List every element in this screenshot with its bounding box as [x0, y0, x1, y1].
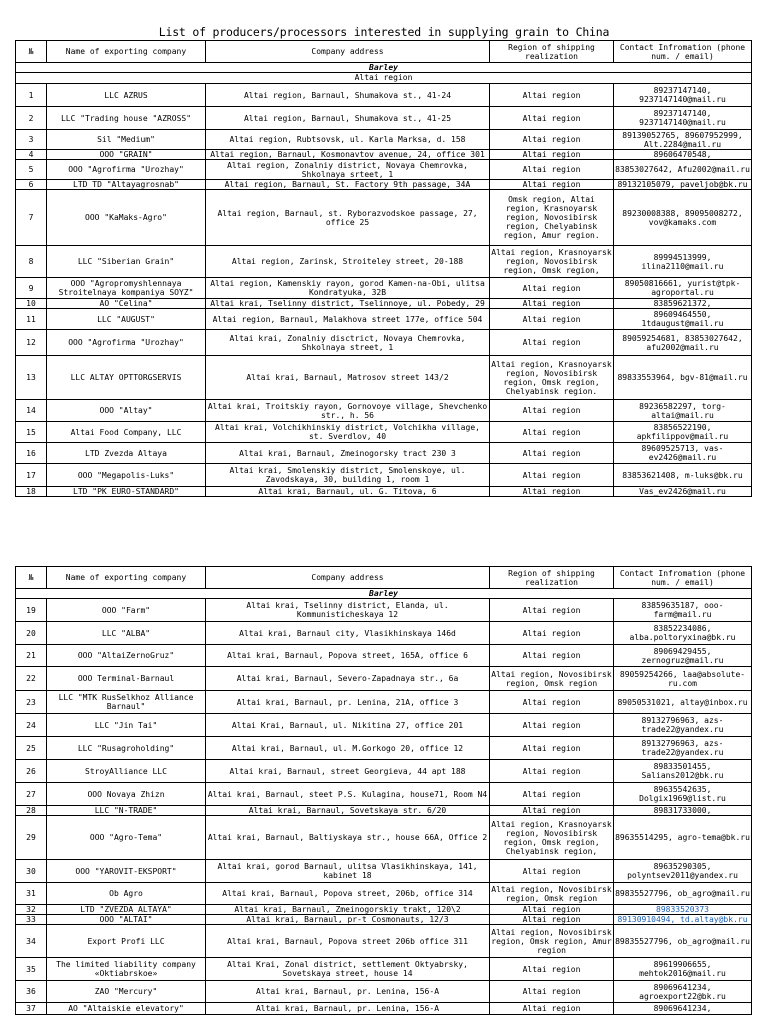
cell-company-name: OOO "Agrofirma "Urozhay": [47, 160, 206, 180]
cell-company-address: Altai krai, Barnaul, Severo-Zapadnaya str., 6a: [206, 667, 490, 691]
cell-contact-info: 89236582297, torg-altai@mail.ru: [614, 400, 752, 422]
subsection-label: Altai region: [16, 73, 752, 84]
table-row: [16, 246, 752, 278]
table-row: [16, 278, 752, 299]
cell-number: 15: [16, 422, 47, 443]
cell-shipping-region: Altai region: [490, 915, 614, 925]
cell-company-name: LLC "Rusagroholding": [47, 737, 206, 760]
cell-contact-info: 89635514295, agro-tema@bk.ru: [614, 816, 752, 860]
table-row: [16, 599, 752, 622]
cell-company-name: LTD "PK EURO-STANDARD": [47, 487, 206, 497]
cell-number: 37: [16, 1003, 47, 1015]
cell-contact-info: 89132796963, azs-trade22@yandex.ru: [614, 737, 752, 760]
cell-contact-info: 83853027642, Afu2002@mail.ru: [614, 160, 752, 180]
cell-contact-info: Vas_ev2426@mail.ru: [614, 487, 752, 497]
table-row: [16, 130, 752, 150]
cell-shipping-region: Altai region: [490, 806, 614, 816]
cell-contact-info: 83853621408, m-luks@bk.ru: [614, 464, 752, 487]
cell-company-address: Altai region, Zonalniy district, Novaya Chemrovka, Shkolnaya srteet, 1: [206, 160, 490, 180]
cell-company-address: Altai krai, Barnaul, ul. G. Titova, 6: [206, 487, 490, 497]
table-row: [16, 783, 752, 806]
cell-company-address: Altai krai, Barnaul, ul. M.Gorkogo 20, office 12: [206, 737, 490, 760]
table-row: [16, 714, 752, 737]
cell-contact-info: 89606470548,: [614, 150, 752, 160]
table-row: [16, 667, 752, 691]
cell-number: 33: [16, 915, 47, 925]
table-row: [16, 464, 752, 487]
header-company-address: Company address: [206, 567, 490, 589]
cell-shipping-region: Altai region: [490, 464, 614, 487]
table-row: [16, 487, 752, 497]
cell-shipping-region: Altai region: [490, 760, 614, 783]
cell-shipping-region: Altai region, Novosibirsk region, Omsk region: [491, 884, 612, 903]
cell-shipping-region: Altai region: [490, 622, 614, 645]
cell-number: 36: [16, 981, 47, 1003]
cell-contact-info: 89069429455, zernogruz@mail.ru: [614, 645, 752, 667]
cell-contact-info: 89619906655, mehtok2016@mail.ru: [614, 958, 752, 981]
cell-company-name: ZAO "Mercury": [47, 981, 206, 1003]
cell-company-name: AO "Altaiskie elevatory": [47, 1003, 206, 1015]
table-row: [16, 883, 752, 905]
cell-company-address: Altai krai, Barnaul, Popova street, 206b, office 314: [206, 883, 490, 905]
cell-company-address: Altai krai, Barnaul, Zmeinogorskiy trakt, 120\2: [206, 905, 490, 915]
table-row: [16, 860, 752, 883]
table-row: [16, 84, 752, 107]
cell-contact-info: 89237147140, 9237147140@mail.ru: [614, 107, 752, 130]
cell-shipping-region: Omsk region, Altai region, Krasnoyarsk region, Novosibirsk region, Chelyabinsk region, Amur region.: [490, 190, 614, 246]
cell-company-address: Altai Krai, Barnaul, ul. Nikitina 27, office 201: [206, 714, 490, 737]
cell-contact-info: 83859635187, ooo-farm@mail.ru: [614, 599, 752, 622]
cell-company-address: Altai region, Barnaul, st. Ryborazvodskoe passage, 27, office 25: [206, 190, 490, 246]
cell-number: 19: [16, 599, 47, 622]
cell-company-name: StroyAlliance LLC: [47, 760, 206, 783]
cell-company-name: OOO Novaya Zhizn: [47, 783, 206, 806]
cell-company-address: Altai krai, Barnaul, steet P.S. Kulagina, house71, Room N4: [206, 783, 490, 806]
header-shipping-region: Region of shipping realization: [490, 41, 614, 63]
table-row: [16, 816, 752, 860]
cell-shipping-region: Altai region: [490, 84, 614, 107]
cell-company-address: Altai krai, Barnaul, Zmeinogorsky tract 230 3: [206, 443, 490, 464]
cell-company-name: LLC AZRUS: [47, 84, 206, 107]
cell-company-address: Altai krai, Barnaul, pr. Lenina, 21A, office 3: [206, 691, 490, 714]
cell-shipping-region: Altai region: [490, 400, 614, 422]
table-row: [16, 190, 752, 246]
cell-company-address: Altai krai, Barnaul, pr. Lenina, 156-A: [206, 981, 490, 1003]
cell-contact-info: 89130910494, td.altay@bk.ru: [614, 915, 752, 925]
cell-number: 21: [16, 645, 47, 667]
cell-company-name: OOO "ALTAI": [47, 915, 206, 925]
cell-number: 31: [16, 883, 47, 905]
cell-contact-info: 89833553964, bgv-81@mail.ru: [614, 356, 752, 400]
cell-contact-info: 89132105079, paveljob@bk.ru: [614, 180, 752, 190]
cell-shipping-region: Altai region: [490, 487, 614, 497]
table-row: [16, 309, 752, 330]
cell-number: 3: [16, 130, 47, 150]
table-row: [16, 622, 752, 645]
cell-company-address: Altai krai, Troitskiy rayon, Gornovoye village, Shevchenko str., h. 56: [206, 400, 490, 422]
cell-company-name: The limited liability company «Oktiabrskoe»: [47, 958, 206, 981]
cell-company-name: LLC "ALBA": [47, 622, 206, 645]
cell-shipping-region: Altai region, Novosibirsk region, Omsk region, Amur region: [490, 925, 614, 958]
producers-table-1: [15, 40, 752, 497]
section-label: Barley: [16, 63, 752, 73]
table-row: [16, 330, 752, 356]
cell-company-address: Altai region, Barnaul, St. Factory 9th passage, 34A: [206, 180, 490, 190]
table-row: [16, 107, 752, 130]
cell-contact-info: 89994513999, ilina2110@mail.ru: [614, 246, 752, 278]
section-label: Barley: [16, 589, 752, 599]
table-row: [16, 958, 752, 981]
cell-shipping-region: Altai region: [490, 714, 614, 737]
cell-company-name: OOO "Agropromyshlennaya Stroitelnaya kompaniya SOYZ": [47, 278, 206, 299]
cell-shipping-region: Altai region, Novosibirsk region, Omsk region: [490, 667, 614, 691]
cell-company-address: Altai region, Barnaul, Shumakova st., 41-25: [206, 107, 490, 130]
table-row: [16, 905, 752, 915]
cell-company-address: Altai region, Barnaul, Malakhova street 177e, office 504: [206, 309, 490, 330]
table-row: [16, 806, 752, 816]
table-row: [16, 422, 752, 443]
cell-company-name: OOO "AltaiZernoGruz": [47, 645, 206, 667]
header-company-name: Name of exporting company: [47, 41, 206, 63]
table-body-1: [16, 63, 752, 497]
cell-company-address: Altai krai, Barnaul, Baltiyskaya str., house 66A, Office 2: [206, 816, 490, 860]
table-row: [16, 443, 752, 464]
subsection-row: [16, 73, 752, 84]
header-contact-info: Contact Infromation (phone num. / email): [614, 567, 752, 589]
cell-contact-info: 89833520373: [614, 905, 752, 915]
cell-company-address: Altai krai, Barnaul city, Vlasikhinskaya 146d: [206, 622, 490, 645]
cell-company-address: Altai krai, Smolenskiy district, Smolenskoye, ul. Zavodskaya, 30, building 1, room 1: [206, 464, 490, 487]
table-row: [16, 691, 752, 714]
header-shipping-region: Region of shipping realization: [490, 567, 614, 589]
cell-shipping-region: Altai region: [490, 160, 614, 180]
cell-company-name: OOO "Farm": [47, 599, 206, 622]
cell-company-name: OOO Terminal-Barnaul: [47, 667, 206, 691]
cell-company-address: Altai krai, gorod Barnaul, ulitsa Vlasikhinskaya, 141, kabinet 18: [206, 860, 490, 883]
cell-company-name: Ob Agro: [47, 883, 206, 905]
cell-number: 11: [16, 309, 47, 330]
cell-number: 4: [16, 150, 47, 160]
cell-shipping-region: Altai region: [490, 860, 614, 883]
cell-shipping-region: Altai region: [490, 958, 614, 981]
cell-shipping-region: Altai region: [490, 1003, 614, 1015]
cell-number: 16: [16, 443, 47, 464]
cell-contact-info: 89069641234, agroexport22@bk.ru: [614, 981, 752, 1003]
cell-company-name: LLC "MTK RusSelkhoz Alliance Barnaul": [47, 691, 206, 714]
cell-contact-info: 89059254681, 83853027642, afu2002@mail.ru: [614, 330, 752, 356]
cell-contact-info: 89831733000,: [614, 806, 752, 816]
cell-contact-info: 89059254266, laa@absolute-ru.com: [614, 667, 752, 691]
cell-contact-info: 89069641234,: [614, 1003, 752, 1015]
cell-company-address: Altai krai, Barnaul, Popova street, 165A, office 6: [206, 645, 490, 667]
cell-contact-info: 83859621372,: [614, 299, 752, 309]
cell-shipping-region: Altai region: [490, 278, 614, 299]
cell-company-name: OOO "Megapolis-Luks": [47, 464, 206, 487]
cell-number: 9: [16, 278, 47, 299]
cell-number: 12: [16, 330, 47, 356]
cell-number: 2: [16, 107, 47, 130]
cell-company-name: OOO "KaMaks-Agro": [47, 190, 206, 246]
header-company-name: Name of exporting company: [47, 567, 206, 589]
cell-number: 14: [16, 400, 47, 422]
cell-company-name: Export Profi LLC: [47, 925, 206, 958]
cell-company-address: Altai krai, Tselinny district, Tselinnoye, ul. Pobedy, 29: [206, 299, 490, 309]
cell-number: 30: [16, 860, 47, 883]
table-row: [16, 915, 752, 925]
cell-company-address: Altai region, Kamenskiy rayon, gorod Kamen-na-Obi, ulitsa Kondratyuka, 32B: [206, 278, 490, 299]
cell-company-name: OOO "Agrofirma "Urozhay": [47, 330, 206, 356]
cell-contact-info: 89609525713, vas-ev2426@mail.ru: [614, 443, 752, 464]
cell-company-name: OOO "Altay": [47, 400, 206, 422]
section-row: [16, 589, 752, 599]
table-row: [16, 180, 752, 190]
cell-number: 29: [16, 816, 47, 860]
cell-company-address: Altai Krai, Zonal district, settlement Oktyabrsky, Sovetskaya street, house 14: [206, 958, 490, 981]
cell-shipping-region: Altai region: [490, 599, 614, 622]
cell-company-name: LTD "ZVEZDA ALTAYA": [47, 905, 206, 915]
cell-shipping-region: Altai region: [490, 737, 614, 760]
cell-number: 35: [16, 958, 47, 981]
cell-number: 8: [16, 246, 47, 278]
cell-shipping-region: Altai region: [490, 691, 614, 714]
cell-shipping-region: Altai region: [490, 130, 614, 150]
cell-company-address: Altai krai, Barnaul, Sovetskaya str. 6/20: [206, 806, 490, 816]
cell-number: 23: [16, 691, 47, 714]
cell-company-address: Altai krai, Zonalniy disctrict, Novaya Chemrovka, Shkolnaya street, 1: [206, 330, 490, 356]
cell-number: 34: [16, 925, 47, 958]
cell-shipping-region: Altai region: [490, 107, 614, 130]
cell-shipping-region: Altai region, Krasnoyarsk region, Novosibirsk region, Omsk region,: [490, 246, 614, 278]
cell-shipping-region: Altai region: [490, 443, 614, 464]
cell-number: 32: [16, 905, 47, 915]
cell-company-address: Altai krai, Tselinny district, Elanda, ul. Kommunisticheskaya 12: [206, 599, 490, 622]
cell-company-name: LLC "N-TRADE": [47, 806, 206, 816]
cell-shipping-region: Altai region: [490, 783, 614, 806]
cell-contact-info: 89139052765, 89607952999, Alt.2284@mail.ru: [614, 130, 752, 150]
table-row: [16, 1003, 752, 1015]
cell-company-address: Altai krai, Barnaul, pr-t Cosmonauts, 12/3: [206, 915, 490, 925]
cell-contact-info: 89050531021, altay@inbox.ru: [614, 691, 752, 714]
cell-number: 27: [16, 783, 47, 806]
cell-number: 1: [16, 84, 47, 107]
cell-contact-info: 89635290305, polyntsev2011@yandex.ru: [614, 860, 752, 883]
cell-contact-info: 89835527796, ob_agro@mail.ru: [614, 925, 752, 958]
cell-number: 24: [16, 714, 47, 737]
cell-number: 7: [16, 190, 47, 246]
cell-number: 28: [16, 806, 47, 816]
cell-number: 26: [16, 760, 47, 783]
cell-number: 13: [16, 356, 47, 400]
cell-company-address: Altai region, Barnaul, Shumakova st., 41-24: [206, 84, 490, 107]
table-row: [16, 160, 752, 180]
cell-contact-info: 89050816661, yurist@tpk-agroportal.ru: [614, 278, 752, 299]
table-body-2: [16, 589, 752, 1015]
cell-contact-info: 83852234086, alba.poltoryxina@bk.ru: [614, 622, 752, 645]
cell-company-name: Altai Food Company, LLC: [47, 422, 206, 443]
cell-number: 5: [16, 160, 47, 180]
table-row: [16, 645, 752, 667]
cell-company-name: OOO "YAROVIT-EKSPORT": [47, 860, 206, 883]
table-header-row: [16, 567, 752, 589]
cell-contact-info: 89230008388, 89095008272, vov@kamaks.com: [614, 190, 752, 246]
cell-number: 17: [16, 464, 47, 487]
cell-contact-info: 89132796963, azs-trade22@yandex.ru: [614, 714, 752, 737]
cell-company-address: Altai krai, Barnaul, Matrosov street 143/2: [206, 356, 490, 400]
cell-company-name: LTD Zvezda Altaya: [47, 443, 206, 464]
cell-company-name: OOO "GRAIN": [47, 150, 206, 160]
table-row: [16, 356, 752, 400]
table-header-row: [16, 41, 752, 63]
cell-number: 22: [16, 667, 47, 691]
cell-contact-info: 89833501455, Salians2012@bk.ru: [614, 760, 752, 783]
cell-company-name: LLC ALTAY OPTTORGSERVIS: [47, 356, 206, 400]
table-row: [16, 299, 752, 309]
cell-company-name: Sil "Medium": [47, 130, 206, 150]
cell-shipping-region: Altai region, Krasnoyarsk region, Novosibirsk region, Omsk region, Chelyabinsk region.: [490, 356, 614, 400]
cell-number: 18: [16, 487, 47, 497]
cell-contact-info: 89635542635, Dolgix1969@list.ru: [614, 783, 752, 806]
cell-shipping-region: Altai region: [490, 905, 614, 915]
cell-company-address: Altai krai, Barnaul, Popova street 206b office 311: [206, 925, 490, 958]
cell-shipping-region: Altai region: [490, 422, 614, 443]
cell-company-name: LLC "Trading house "AZROSS": [47, 107, 206, 130]
cell-company-address: Altai krai, Barnaul, pr. Lenina, 156-A: [206, 1003, 490, 1015]
cell-company-name: OOO "Agro-Tema": [47, 816, 206, 860]
cell-shipping-region: Altai region: [490, 645, 614, 667]
header-number: №: [16, 567, 47, 589]
cell-contact-info: 89609464550, 1tdaugust@mail.ru: [614, 309, 752, 330]
cell-company-name: AO "Celina": [47, 299, 206, 309]
cell-contact-info: 83856522190, apkfilippov@mail.ru: [614, 422, 752, 443]
section-row: [16, 63, 752, 73]
cell-company-address: Altai region, Zarinsk, Stroiteley street, 20-188: [206, 246, 490, 278]
cell-shipping-region: Altai region: [490, 299, 614, 309]
table-row: [16, 760, 752, 783]
cell-number: 20: [16, 622, 47, 645]
cell-number: 25: [16, 737, 47, 760]
cell-company-address: Altai region, Rubtsovsk, ul. Karla Marksa, d. 158: [206, 130, 490, 150]
header-number: №: [16, 41, 47, 63]
cell-company-name: LLC "Jin Tai": [47, 714, 206, 737]
cell-shipping-region: Altai region, Krasnoyarsk region, Novosibirsk region, Omsk region, Chelyabinsk region,: [490, 816, 614, 860]
header-company-address: Company address: [206, 41, 490, 63]
cell-company-address: Altai krai, Volchikhinskiy district, Volchikha village, st. Sverdlov, 40: [206, 422, 490, 443]
cell-shipping-region: Altai region: [490, 330, 614, 356]
cell-shipping-region: Altai region: [490, 309, 614, 330]
cell-number: 6: [16, 180, 47, 190]
table-row: [16, 925, 752, 958]
cell-company-name: LLC "AUGUST": [47, 309, 206, 330]
table-row: [16, 737, 752, 760]
cell-company-address: Altai krai, Barnaul, street Georgieva, 44 apt 188: [206, 760, 490, 783]
document-title: List of producers/processors interested in supplying grain to China: [158, 25, 610, 39]
table-row: [16, 150, 752, 160]
cell-company-name: LTD TD "Altayagrosnab": [47, 180, 206, 190]
producers-table-2: [15, 566, 752, 1015]
cell-number: 10: [16, 299, 47, 309]
cell-contact-info: 89835527796, ob_agro@mail.ru: [614, 883, 752, 905]
cell-shipping-region: Altai region: [490, 150, 614, 160]
cell-shipping-region: Altai region: [490, 981, 614, 1003]
cell-shipping-region: Altai region: [490, 180, 614, 190]
table-row: [16, 981, 752, 1003]
cell-contact-info: 89237147140, 9237147140@mail.ru: [614, 84, 752, 107]
table-row: [16, 400, 752, 422]
cell-company-name: LLC "Siberian Grain": [47, 246, 206, 278]
header-contact-info: Contact Infromation (phone num. / email): [614, 41, 752, 63]
cell-company-address: Altai region, Barnaul, Kosmonavtov avenue, 24, office 301: [206, 150, 490, 160]
